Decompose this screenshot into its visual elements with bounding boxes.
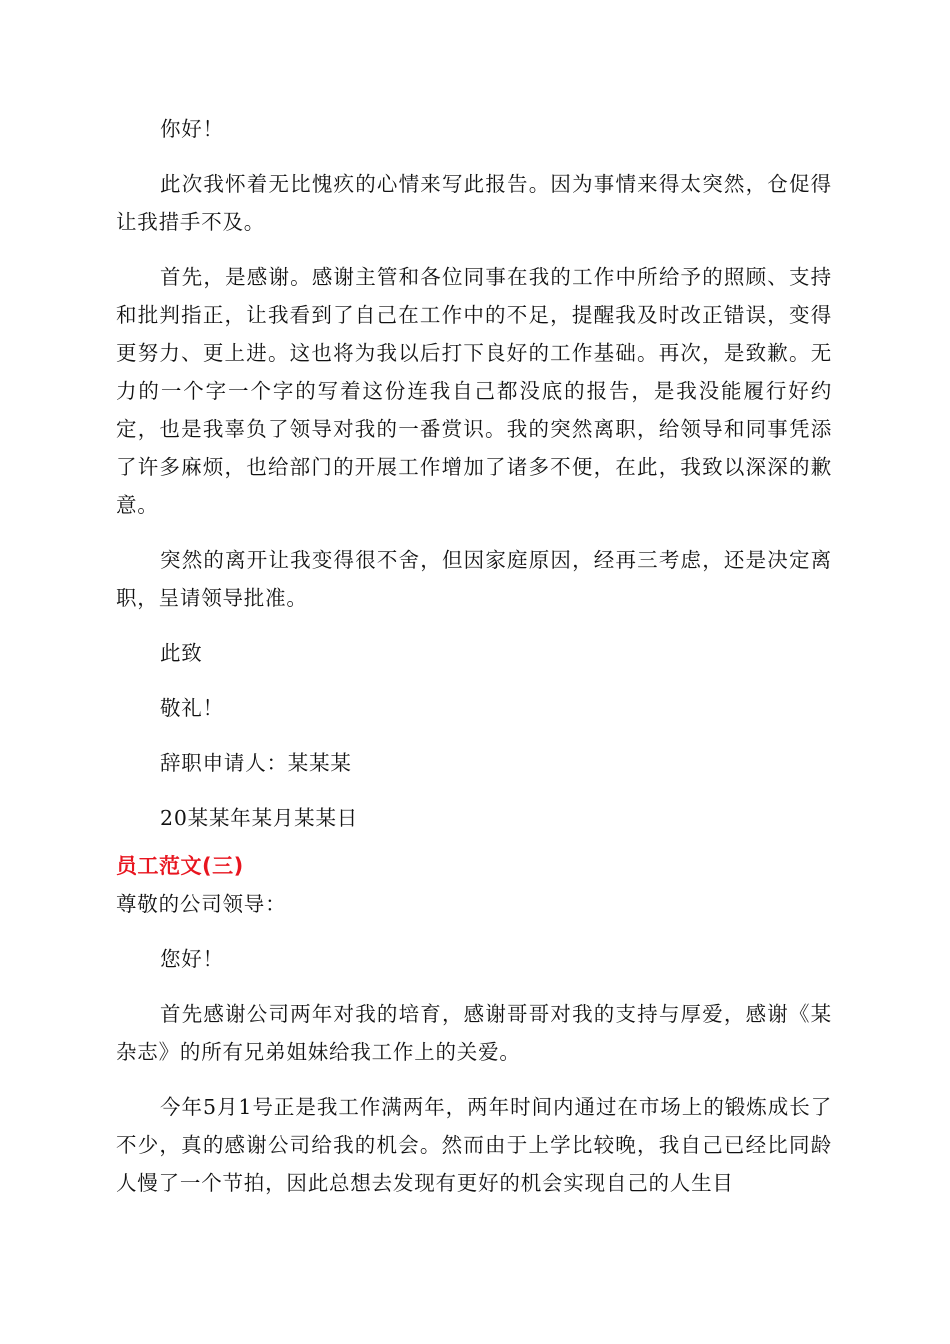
greeting: 您好！ bbox=[160, 947, 224, 971]
paragraph: 突然的离开让我变得很不舍，但因家庭原因，经再三考虑，还是决定离职，呈请领导批准。 bbox=[116, 548, 832, 610]
date: 20某某年某月某某日 bbox=[160, 806, 359, 830]
greeting: 你好！ bbox=[160, 117, 224, 141]
document-page bbox=[116, 110, 832, 1202]
paragraph: 今年5月1号正是我工作满两年，两年时间内通过在市场上的锻炼成长了不少，真的感谢公司给我的机会。然而由于上学比较晚，我自己已经比同龄人慢了一个节拍，因此总想去发现有更好的机会实现自己的人生目 bbox=[116, 1095, 832, 1195]
paragraph: 首先感谢公司两年对我的培育，感谢哥哥对我的支持与厚爱，感谢《某杂志》的所有兄弟姐妹给我工作上的关爱。 bbox=[116, 1002, 832, 1064]
salutation: 尊敬的公司领导： bbox=[116, 892, 287, 916]
paragraph: 首先，是感谢。感谢主管和各位同事在我的工作中所给予的照顾、支持和批判指正，让我看到了自己在工作中的不足，提醒我及时改正错误，变得更努力、更上进。这也将为我以后打下良好的工作基础。再次，是致歉。无力的一个字一个字的写着这份连我自己都没底的报告，是我没能履行好约定，也是我辜负了领导对我的一番赏识。我的突然离职，给领导和同事凭添了许多麻烦，也给部门的开展工作增加了诸多不便，在此，我致以深深的歉意。 bbox=[116, 265, 832, 517]
closing-line: 此致 bbox=[160, 641, 203, 665]
paragraph: 此次我怀着无比愧疚的心情来写此报告。因为事情来得太突然，仓促得让我措手不及。 bbox=[116, 172, 832, 234]
closing-salute: 敬礼！ bbox=[160, 696, 224, 720]
section-heading: 员工范文(三) bbox=[116, 854, 244, 878]
signature: 辞职申请人：某某某 bbox=[160, 751, 352, 775]
